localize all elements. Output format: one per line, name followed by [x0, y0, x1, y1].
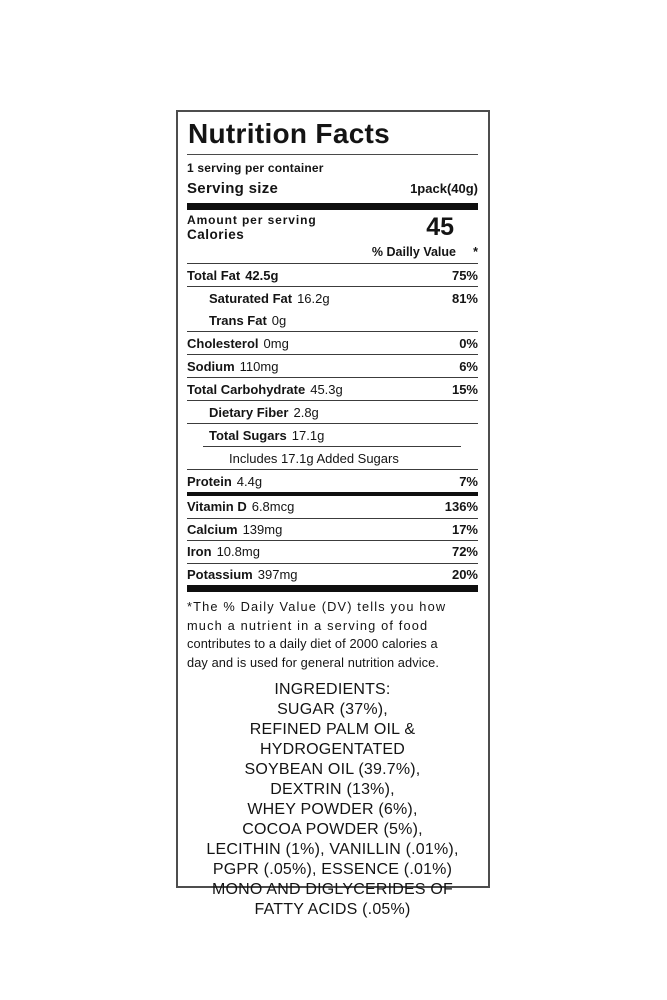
serving-size-label: Serving size [187, 180, 279, 197]
nutrient-row-calcium [187, 519, 478, 541]
nutrient-amount: 0g [271, 312, 287, 328]
ingredient-line: MONO AND DIGLYCERIDES OF [212, 881, 453, 898]
nutrient-row-iron [187, 541, 478, 563]
nutrient-name: Dietary Fiber [209, 404, 289, 420]
nutrient-name: Total Carbohydrate [187, 381, 306, 397]
nutrient-name: Protein [187, 473, 232, 489]
ingredient-line: REFINED PALM OIL & [249, 721, 416, 738]
ingredient-line: SUGAR (37%), [277, 701, 388, 718]
nutrient-dv: 20% [451, 566, 478, 582]
ingredient-line: LECITHIN (1%), VANILLIN (.01%), [206, 841, 459, 858]
divider [187, 154, 478, 155]
nutrient-name: Calcium [187, 521, 238, 537]
nutrient-row-vitamin-d [187, 496, 478, 518]
ingredients-heading: INGREDIENTS: [274, 681, 391, 698]
nutrient-dv: 136% [444, 499, 478, 515]
footnote-line: *The % Daily Value (DV) tells you how [187, 599, 447, 614]
thick-divider [187, 203, 478, 210]
nutrient-name: Total Sugars [209, 427, 287, 443]
serving-size-row [187, 180, 478, 197]
nutrient-amount: 110mg [239, 358, 279, 374]
nutrient-amount: 17.1g [291, 427, 325, 443]
ingredients-list [187, 680, 478, 920]
nutrient-amount: 42.5g [245, 267, 279, 283]
nutrient-name: Sodium [187, 358, 235, 374]
nutrient-name: Saturated Fat [209, 290, 293, 306]
nutrient-row-total-sugars [187, 424, 478, 446]
nutrient-dv: 81% [451, 290, 478, 306]
nutrient-row-added-sugars [187, 447, 478, 469]
nutrient-name: Cholesterol [187, 335, 259, 351]
nutrition-facts-label [176, 110, 490, 918]
servings-per-container: 1 serving per container [187, 161, 324, 175]
serving-size-value: 1pack(40g) [410, 181, 478, 196]
nutrient-dv: 6% [459, 358, 478, 374]
nutrient-row-sodium [187, 355, 478, 377]
nutrient-row-saturated-fat [187, 287, 478, 309]
nutrient-row-cholesterol [187, 332, 478, 354]
nutrient-name: Includes 17.1g Added Sugars [229, 450, 399, 466]
amount-per-serving-label: Amount per serving [187, 213, 317, 227]
nutrient-amount: 397mg [257, 566, 298, 582]
nutrient-name: Vitamin D [187, 499, 247, 515]
nutrient-amount: 2.8g [293, 404, 319, 420]
thick-divider [187, 585, 478, 592]
nutrient-dv: 75% [451, 267, 478, 283]
nutrient-amount: 45.3g [310, 381, 343, 397]
nutrient-row-total-carbohydrate [187, 378, 478, 400]
nutrient-dv: 72% [451, 544, 478, 560]
daily-value-header [187, 245, 478, 259]
daily-value-asterisk: * [473, 245, 478, 259]
daily-value-header-text: % Dailly Value [371, 245, 456, 259]
nutrient-amount: 0mg [263, 335, 289, 351]
nutrient-row-trans-fat [187, 309, 478, 331]
nutrient-name: Potassium [187, 566, 253, 582]
nutrient-amount: 139mg [242, 521, 283, 537]
ingredient-line: WHEY POWDER (6%), [247, 801, 418, 818]
nutrient-amount: 6.8mcg [251, 499, 295, 515]
label-title: Nutrition Facts [188, 118, 391, 149]
calories-labels [187, 214, 317, 242]
nutrient-row-dietary-fiber [187, 401, 478, 423]
calories-block [187, 214, 478, 242]
ingredient-line: DEXTRIN (13%), [270, 781, 395, 798]
nutrient-name: Total Fat [187, 267, 241, 283]
nutrient-amount: 16.2g [297, 290, 330, 306]
daily-value-footnote [187, 598, 478, 672]
nutrient-dv: 7% [459, 473, 478, 489]
nutrient-row-total-fat [187, 264, 478, 286]
nutrient-dv: 17% [451, 521, 478, 537]
nutrient-amount: 10.8mg [216, 544, 260, 560]
ingredient-line: SOYBEAN OIL (39.7%), [244, 761, 421, 778]
ingredient-line: COCOA POWDER (5%), [242, 821, 423, 838]
footnote-line: much a nutrient in a serving of food [187, 617, 429, 633]
ingredient-line: HYDROGENTATED [259, 741, 406, 758]
ingredient-line: FATTY ACIDS (.05%) [254, 901, 411, 918]
footnote-line: contributes to a daily diet of 2000 calories a [187, 636, 438, 651]
ingredient-line: PGPR (.05%), ESSENCE (.01%) [212, 861, 453, 878]
nutrient-row-potassium [187, 564, 478, 586]
nutrient-dv: 0% [459, 335, 478, 351]
nutrient-amount: 4.4g [236, 473, 263, 489]
nutrient-name: Trans Fat [209, 312, 267, 328]
footnote-line: day and is used for general nutrition advice. [187, 654, 440, 670]
nutrient-dv: 15% [451, 381, 478, 397]
nutrient-row-protein [187, 470, 478, 492]
calories-label: Calories [187, 227, 245, 242]
nutrient-name: Iron [187, 544, 212, 560]
calories-value: 45 [426, 213, 454, 241]
